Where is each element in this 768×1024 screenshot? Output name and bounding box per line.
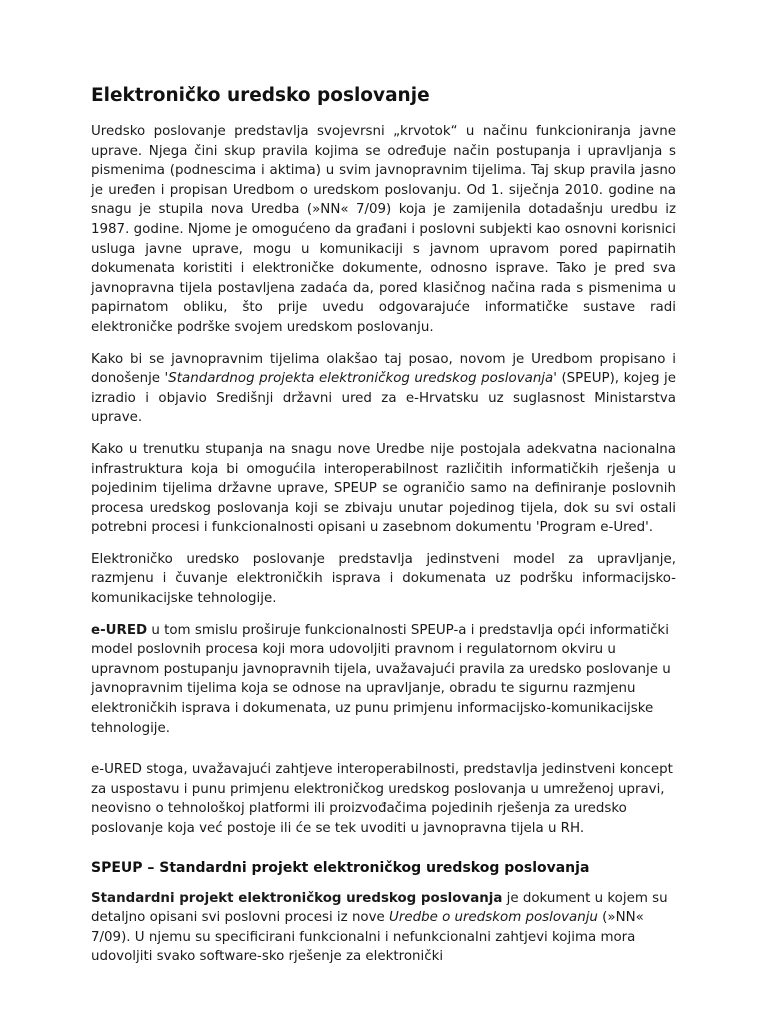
text-segment: (»NN« 7/09). U njemu su specificirani funkcionalni i nefunkcionalni zahtjevi kojima mora udovoljiti svako software-sko rješenje za elektronički <box>91 910 644 965</box>
text-segment: je dokument u kojem su detaljno opisani svi poslovni procesi iz nove <box>91 890 668 926</box>
paragraph-speup-intro <box>91 350 676 428</box>
text-segment: ' (SPEUP), kojeg je izradio i objavio Središnji državni ured za e-Hrvatsku uz suglasnost Ministarstva uprave. <box>91 371 676 426</box>
paragraph-e-ured <box>91 621 676 739</box>
paragraph-intro: Uredsko poslovanje predstavlja svojevrsni „krvotok“ u načinu funkcioniranja javne uprave. Njega čini skup pravila kojima se određuje način postupanja i upravljanja s pismenima (podnescima i aktima) u svim javnopravnim tijelima. Taj skup pravila jasno je uređen i propisan Uredbom o uredskom poslovanju. Od 1. siječnja 2010. godine na snagu je stupila nova Uredba (»NN« 7/09) koja je zamijenila dotadašnju uredbu iz 1987. godine. Njome je omogućeno da građani i poslovni subjekti kao osnovni korisnici usluga javne uprave, mogu u komunikaciji s javnom upravom pored papirnatih dokumenata koristiti i elektroničke dokumente, odnosno isprave. Tako je pred sva javnopravna tijela postavljena zadaća da, pored klasičnog načina rada s pismenima u papirnatom obliku, što prije uvedu odgovarajuće informatičke sustave radi elektroničke podrške svojem uredskom poslovanju. <box>91 124 676 335</box>
bold-e-ured: e-URED <box>91 622 148 638</box>
italic-project-name: Standardnog projekta elektroničkog uredskog poslovanja <box>168 371 554 387</box>
section-heading-speup: SPEUP – Standardni projekt elektroničkog uredskog poslovanja <box>91 859 590 876</box>
paragraph-infrastructure: Kako u trenutku stupanja na snagu nove Uredbe nije postojala adekvatna nacionalna infrastruktura koja bi omogućila interoperabilnost različitih informatičkih rješenja u pojedinim tijelima državne uprave, SPEUP se ograničio samo na definiranje poslovnih procesa uredskog poslovanja koji se zbivaju unutar pojedinog tijela, dok su svi ostali potrebni procesi i funkcionalnosti opisani u zasebnom dokumentu 'Program e-Ured'. <box>91 441 676 536</box>
text-segment: Kako bi se javnopravnim tijelima olakšao taj posao, novom je Uredbom propisano i donošenje ' <box>91 351 676 387</box>
paragraph-e-ured-concept: e-URED stoga, uvažavajući zahtjeve interoperabilnosti, predstavlja jedinstveni koncept za uspostavu i punu primjenu elektroničkog uredskog poslovanja u umreženoj upravi, neovisno o tehnološkoj platformi ili proizvođačima pojedinih rješenja za uredsko poslovanje koja već postoje ili će se tek uvoditi u javnopravna tijela u RH. <box>91 762 673 836</box>
italic-regulation-name: Uredbe o uredskom poslovanju <box>389 910 598 926</box>
document-body <box>91 82 676 979</box>
bold-project-name: Standardni projekt elektroničkog uredskog poslovanja <box>91 890 503 906</box>
paragraph-speup-description <box>91 889 676 967</box>
text-segment: u tom smislu proširuje funkcionalnosti SPEUP-a i predstavlja opći informatički model poslovnih procesa koji mora udovoljiti pravnom i regulatornom okviru u upravnom postupanju javnopravnih tijela, uvažavajući pravila za uredsko poslovanje u javnopravnim tijelima koja se odnose na upravljanje, obradu te sigurnu razmjenu elektroničkih isprava i dokumenata, uz punu primjenu informacijsko-komunikacijske tehnologije. <box>91 622 671 736</box>
paragraph-definition: Elektroničko uredsko poslovanje predstavlja jedinstveni model za upravljanje, razmjenu i čuvanje elektroničkih isprava i dokumenata uz podršku informacijsko-komunikacijske tehnologije. <box>91 551 676 607</box>
document-title: Elektroničko uredsko poslovanje <box>91 85 430 106</box>
